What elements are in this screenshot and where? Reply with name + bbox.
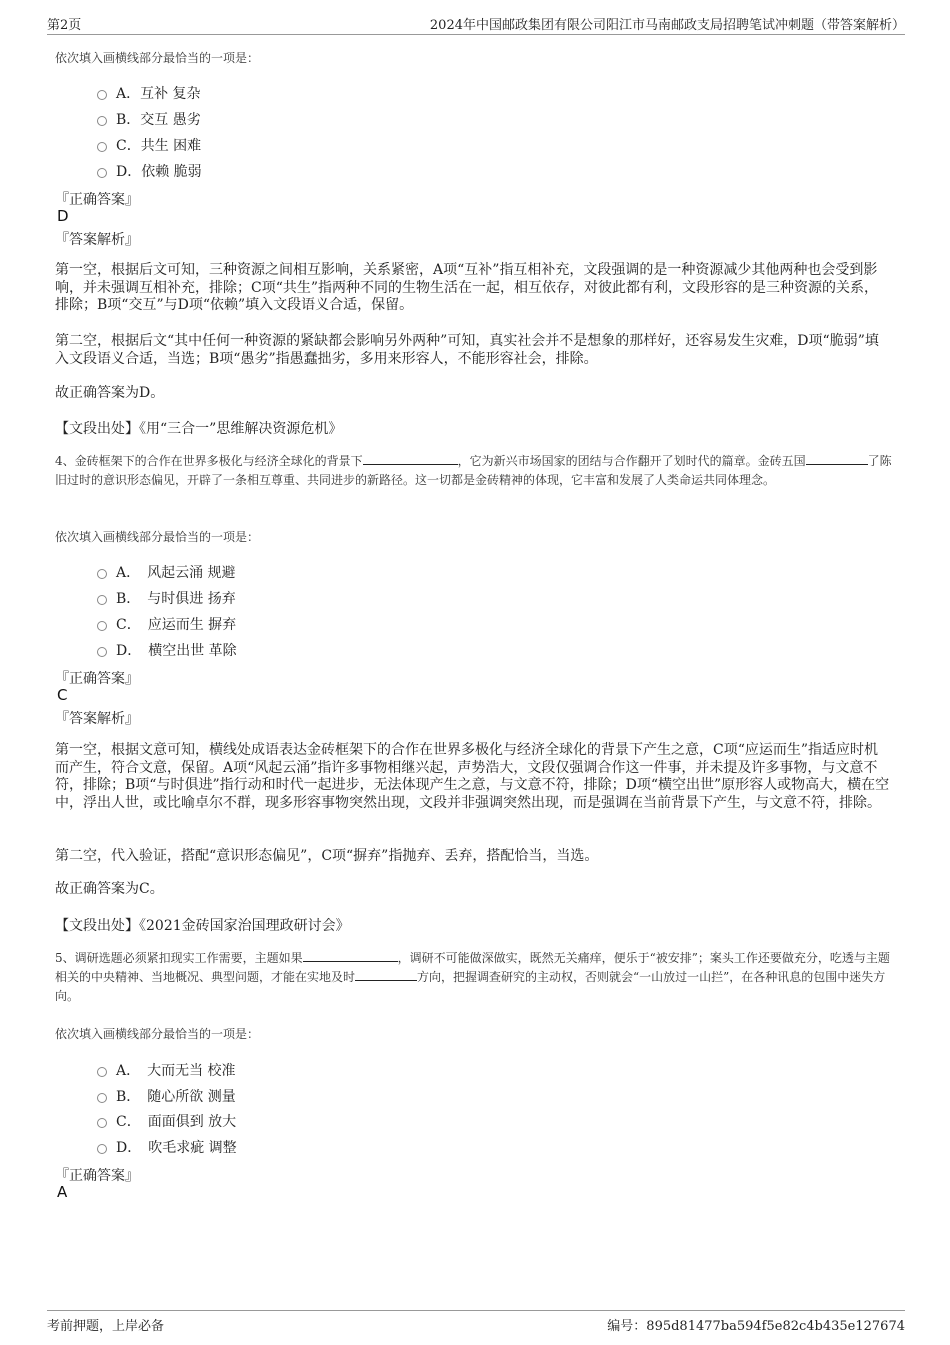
q5-answer: A (57, 1183, 68, 1201)
radio-icon[interactable] (97, 1118, 107, 1128)
radio-icon[interactable] (97, 90, 107, 100)
page-header (47, 14, 905, 35)
radio-icon[interactable] (97, 1067, 107, 1077)
q4-analysis-paragraph-1: 第一空，根据文意可知，横线处成语表达金砖框架下的合作在世界多极化与经济全球化的背景下产生之意，C项“应运而生”指适应时机而产生，符合文意，保留。A项“风起云涌”指许多事物相继兴起，声势浩大，文段仅强调合作这一件事，并未提及许多事物，与文意不符，排除；B项“与时俱进”指行动和时代一起进步，无法体现产生之意，与文意不符，排除；D项“横空出世”原形容人或物高大，横在空中，浮出人世，或比喻卓尔不群，现多形容事物突然出现，文段并非强调突然出现，而是强调在当前背景下产生，与文意不符，排除。 (55, 742, 890, 811)
blank-line (806, 453, 868, 465)
radio-icon[interactable] (97, 647, 107, 657)
blank-line (363, 453, 458, 465)
q4-question-text: 4、金砖框架下的合作在世界多极化与经济全球化的背景下 ，它为新兴市场国家的团结与合作翻开了划时代的篇章。金砖五国 了陈旧过时的意识形态偏见，开辟了一条相互尊重、共同进步的新路径。这一切都是金砖精神的体现，它丰富和发展了人类命运共同体理念。 (55, 454, 892, 487)
blank-line (355, 969, 417, 981)
q4-conclusion: 故正确答案为C。 (55, 881, 164, 897)
q5-prompt: 依次填入画横线部分最恰当的一项是： (55, 1027, 260, 1041)
q3-source (55, 418, 342, 438)
q4-option-a[interactable]: A． 风起云涌 规避 (97, 562, 236, 582)
q3-option-b[interactable]: B．交互 愚劣 (97, 109, 201, 129)
source-label: 【文段出处】 (55, 421, 139, 437)
source-title: 《用“三合一”思维解决资源危机》 (139, 421, 343, 437)
q3-answer-label: 『正确答案』 (55, 192, 139, 208)
radio-icon[interactable] (97, 142, 107, 152)
q4-analysis-paragraph-2: 第二空，代入验证，搭配“意识形态偏见”，C项“摒弃”指抛弃、丢弃，搭配恰当，当选。 (55, 848, 599, 864)
footer-slogan: 考前押题，上岸必备 (47, 1319, 165, 1334)
q3-answer: D (57, 207, 69, 225)
radio-icon[interactable] (97, 621, 107, 631)
radio-icon[interactable] (97, 116, 107, 126)
q4-prompt: 依次填入画横线部分最恰当的一项是： (55, 530, 260, 544)
radio-icon[interactable] (97, 168, 107, 178)
radio-icon[interactable] (97, 1144, 107, 1154)
q3-prompt: 依次填入画横线部分最恰当的一项是： (55, 51, 260, 65)
source-label: 【文段出处】 (55, 918, 139, 934)
q3-option-a[interactable]: A．互补 复杂 (97, 83, 201, 103)
q3-conclusion: 故正确答案为D。 (55, 385, 165, 401)
q5-option-c[interactable]: C． 面面俱到 放大 (97, 1111, 236, 1131)
q4-option-c[interactable]: C． 应运而生 摒弃 (97, 614, 236, 634)
q3-analysis-paragraph-2: 第二空，根据后文“其中任何一种资源的紧缺都会影响另外两种”可知，真实社会并不是想象的那样好，还容易发生灾难，D项“脆弱”填入文段语义合适，当选；B项“愚劣”指愚蠢拙劣，多用来形容人，不能形容社会，排除。 (55, 333, 879, 367)
q5-answer-label: 『正确答案』 (55, 1168, 139, 1184)
q3-analysis-paragraph-1: 第一空，根据后文可知，三种资源之间相互影响，关系紧密，A项“互补”指互相补充，文段强调的是一种资源减少其他两种也会受到影响，并未强调互相补充，排除；C项“共生”指两种不同的生物生活在一起，相互依存，对彼此都有利，文段形容的是三种资源的关系，排除；B项“交互”与D项“依赖”填入文段语义合适，保留。 (55, 262, 879, 313)
radio-icon[interactable] (97, 1093, 107, 1103)
source-title: 《2021金砖国家治国理政研讨会》 (139, 918, 350, 934)
q4-source (55, 915, 350, 935)
q5-option-a[interactable]: A． 大而无当 校准 (97, 1060, 236, 1080)
q3-option-d[interactable]: D．依赖 脆弱 (97, 161, 202, 181)
page-footer (47, 1310, 905, 1337)
page-number: 第2页 (47, 18, 82, 33)
q3-analysis-label: 『答案解析』 (55, 232, 139, 248)
q4-answer: C (57, 686, 68, 704)
document-id: 编号：895d81477ba594f5e82c4b435e127674 (607, 1319, 905, 1334)
q5-option-b[interactable]: B． 随心所欲 测量 (97, 1086, 236, 1106)
blank-line (303, 950, 398, 962)
q5-question-text: 5、调研选题必须紧扣现实工作需要，主题如果 ，调研不可能做深做实，既然无关痛痒，便乐于“被安排”；案头工作还要做充分，吃透与主题相关的中央精神、当地概况、典型问题，才能在实地及时 方向，把握调查研究的主动权，否则就会“一山放过一山拦”，在各种讯息的包围中迷失方向。 (55, 951, 890, 1003)
q4-answer-label: 『正确答案』 (55, 671, 139, 687)
q3-option-c[interactable]: C．共生 困难 (97, 135, 201, 155)
radio-icon[interactable] (97, 569, 107, 579)
q4-option-b[interactable]: B． 与时俱进 扬弃 (97, 588, 236, 608)
document-title: 2024年中国邮政集团有限公司阳江市马南邮政支局招聘笔试冲刺题（带答案解析） (429, 18, 905, 33)
q4-analysis-label: 『答案解析』 (55, 711, 139, 727)
q5-option-d[interactable]: D． 吹毛求疵 调整 (97, 1137, 237, 1157)
q4-option-d[interactable]: D． 横空出世 革除 (97, 640, 237, 660)
radio-icon[interactable] (97, 595, 107, 605)
